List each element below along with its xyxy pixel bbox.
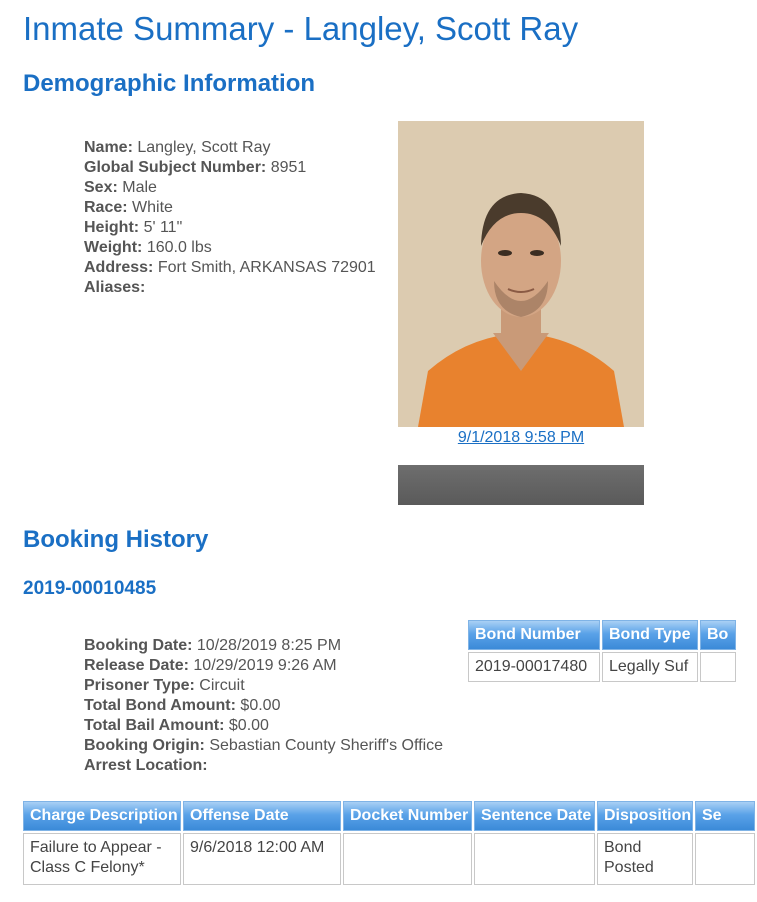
total-bond-value: $0.00 bbox=[240, 697, 281, 714]
height-label: Height: bbox=[84, 219, 140, 236]
page-title: Inmate Summary - Langley, Scott Ray bbox=[23, 10, 579, 47]
sentence-date-header[interactable]: Sentence Date bbox=[474, 801, 595, 831]
inmate-mugshot-photo[interactable] bbox=[398, 121, 644, 427]
demographic-info bbox=[84, 138, 376, 298]
sex-value: Male bbox=[122, 179, 157, 196]
charge-description-cell: Failure to Appear - Class C Felony* bbox=[23, 833, 181, 885]
photo-date-link[interactable]: 9/1/2018 9:58 PM bbox=[457, 429, 585, 446]
booking-origin-label: Booking Origin: bbox=[84, 737, 205, 754]
booking-date-label: Booking Date: bbox=[84, 637, 193, 654]
address-row bbox=[84, 258, 376, 278]
total-bond-label: Total Bond Amount: bbox=[84, 697, 236, 714]
booking-history-heading: Booking History bbox=[23, 526, 209, 553]
disposition-header[interactable]: Disposition bbox=[597, 801, 693, 831]
sentence-date-cell bbox=[474, 833, 595, 885]
booking-date-row bbox=[84, 636, 443, 656]
booking-date-value: 10/28/2019 8:25 PM bbox=[196, 637, 342, 654]
address-label: Address: bbox=[84, 259, 154, 276]
booking-origin-value: Sebastian County Sheriff's Office bbox=[209, 737, 444, 754]
booking-number-heading: 2019-00010485 bbox=[23, 578, 157, 599]
bond-amount-header[interactable]: Bo bbox=[700, 620, 736, 650]
race-row bbox=[84, 198, 376, 218]
release-date-row bbox=[84, 656, 443, 676]
race-value: White bbox=[132, 199, 173, 216]
height-value: 5' 11" bbox=[143, 219, 183, 236]
bond-type-header[interactable]: Bond Type bbox=[602, 620, 698, 650]
release-date-label: Release Date: bbox=[84, 657, 189, 674]
disposition-cell: Bond Posted bbox=[597, 833, 693, 885]
docket-number-cell bbox=[343, 833, 472, 885]
arrest-location-label: Arrest Location: bbox=[84, 757, 208, 774]
total-bail-row bbox=[84, 716, 443, 736]
subject-number-row bbox=[84, 158, 376, 178]
bond-table-header-row bbox=[468, 620, 736, 650]
release-date-value: 10/29/2019 9:26 AM bbox=[193, 657, 337, 674]
table-row bbox=[468, 652, 736, 682]
total-bond-row bbox=[84, 696, 443, 716]
booking-info bbox=[84, 636, 443, 776]
mugshot-illustration bbox=[398, 121, 644, 427]
aliases-row bbox=[84, 278, 376, 298]
sex-label: Sex: bbox=[84, 179, 118, 196]
subject-number-label: Global Subject Number: bbox=[84, 159, 267, 176]
bond-number-header[interactable]: Bond Number bbox=[468, 620, 600, 650]
prisoner-type-label: Prisoner Type: bbox=[84, 677, 195, 694]
address-value: Fort Smith, ARKANSAS 72901 bbox=[157, 259, 376, 276]
bond-amount-cell bbox=[700, 652, 736, 682]
bond-table bbox=[466, 618, 738, 684]
arrest-location-row bbox=[84, 756, 443, 776]
charges-table-header-row bbox=[23, 801, 755, 831]
name-value: Langley, Scott Ray bbox=[137, 139, 271, 156]
weight-value: 160.0 lbs bbox=[146, 239, 212, 256]
sentence-cell bbox=[695, 833, 755, 885]
bond-number-cell: 2019-00017480 bbox=[468, 652, 600, 682]
sentence-header[interactable]: Se bbox=[695, 801, 755, 831]
total-bail-label: Total Bail Amount: bbox=[84, 717, 225, 734]
charge-description-header[interactable]: Charge Description bbox=[23, 801, 181, 831]
total-bail-value: $0.00 bbox=[228, 717, 269, 734]
docket-number-header[interactable]: Docket Number bbox=[343, 801, 472, 831]
demographic-heading: Demographic Information bbox=[23, 70, 316, 97]
bond-type-cell: Legally Suf bbox=[602, 652, 698, 682]
weight-label: Weight: bbox=[84, 239, 143, 256]
weight-row bbox=[84, 238, 376, 258]
secondary-photo-thumbnail[interactable] bbox=[398, 465, 644, 505]
height-row bbox=[84, 218, 376, 238]
prisoner-type-row bbox=[84, 676, 443, 696]
booking-origin-row bbox=[84, 736, 443, 756]
charges-table bbox=[21, 799, 757, 887]
subject-number-value: 8951 bbox=[270, 159, 307, 176]
table-row bbox=[23, 833, 755, 885]
offense-date-header[interactable]: Offense Date bbox=[183, 801, 341, 831]
aliases-label: Aliases: bbox=[84, 279, 146, 296]
race-label: Race: bbox=[84, 199, 128, 216]
sex-row bbox=[84, 178, 376, 198]
prisoner-type-value: Circuit bbox=[199, 677, 245, 694]
name-row bbox=[84, 138, 376, 158]
name-label: Name: bbox=[84, 139, 133, 156]
offense-date-cell: 9/6/2018 12:00 AM bbox=[183, 833, 341, 885]
